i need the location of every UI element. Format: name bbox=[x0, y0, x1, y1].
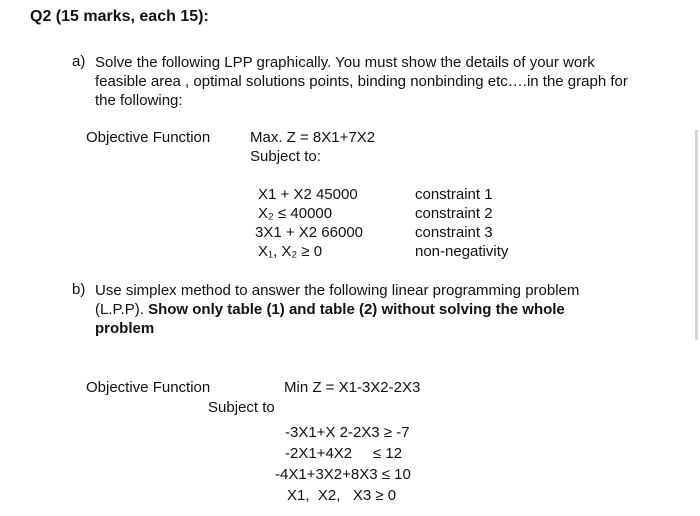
part-b-line-1: Use simplex method to answer the following linear programming problem bbox=[95, 282, 580, 299]
part-b-line-3: problem bbox=[95, 320, 155, 337]
part-b-text bbox=[95, 281, 579, 338]
part-a-text bbox=[95, 53, 628, 110]
part-a-constraint-2-expr: X₂ ≤ 40000 bbox=[258, 205, 333, 222]
part-b-subject-to: Subject to bbox=[208, 399, 275, 416]
part-b-nonnegativity: X1, X2, X3 ≥ 0 bbox=[287, 487, 397, 504]
part-a-subject-to: Subject to: bbox=[250, 148, 321, 165]
part-b-constraint-2: -2X1+4X2 ≤ 12 bbox=[285, 445, 403, 462]
part-b-line-2 bbox=[95, 300, 579, 319]
part-a-constraint-1-name: constraint 1 bbox=[415, 186, 493, 203]
part-a-line-3: the following: bbox=[95, 92, 183, 109]
part-b-line-2-normal: (L.P.P). bbox=[95, 301, 149, 318]
part-a-nonnegativity-expr: X₁, X₂ ≥ 0 bbox=[258, 243, 323, 260]
part-a-line-1: Solve the following LPP graphically. You must show the details of your work bbox=[95, 54, 595, 71]
part-b-constraint-1: -3X1+X 2-2X3 ≥ -7 bbox=[285, 424, 410, 441]
part-a-objective-label: Objective Function bbox=[86, 129, 211, 146]
part-a-objective: Max. Z = 8X1+7X2 bbox=[250, 129, 376, 146]
part-a-constraint-2-name: constraint 2 bbox=[415, 205, 493, 222]
part-b-label: b) bbox=[72, 281, 86, 298]
part-a-nonnegativity-name: non-negativity bbox=[415, 243, 509, 260]
part-b-objective-label: Objective Function bbox=[86, 379, 211, 396]
question-title: Q2 (15 marks, each 15): bbox=[30, 8, 209, 25]
part-b-constraint-3: -4X1+3X2+8X3 ≤ 10 bbox=[275, 466, 411, 483]
part-a-constraint-3-expr: 3X1 + X2 66000 bbox=[255, 224, 364, 241]
part-b-objective: Min Z = X1-3X2-2X3 bbox=[284, 379, 421, 396]
part-a-label: a) bbox=[72, 53, 86, 70]
page-edge-scrollbar bbox=[695, 130, 698, 340]
part-b-line-2-bold: Show only table (1) and table (2) without solving the whole bbox=[148, 301, 565, 318]
part-a-constraint-1-expr: X1 + X2 45000 bbox=[258, 186, 358, 203]
part-a-constraint-3-name: constraint 3 bbox=[415, 224, 493, 241]
part-a-line-2: feasible area , optimal solutions points, binding nonbinding etc….in the graph for bbox=[95, 73, 628, 90]
